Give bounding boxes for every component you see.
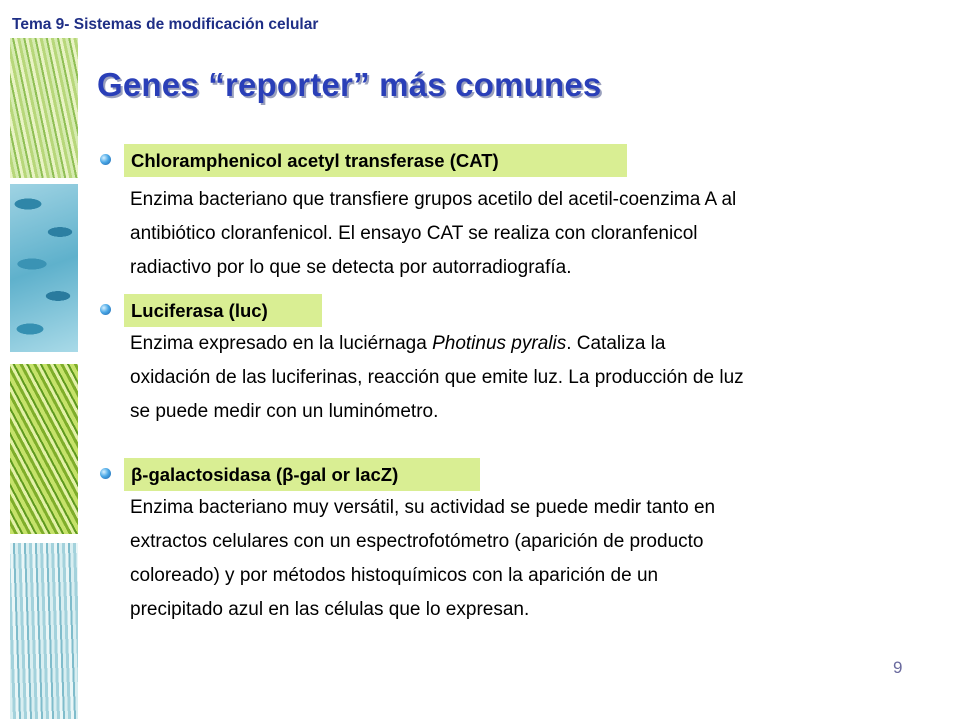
- body-line: extractos celulares con un espectrofotómetro (aparición de producto: [130, 531, 704, 552]
- course-header: Tema 9- Sistemas de modificación celular: [12, 16, 319, 33]
- body-line: Enzima bacteriano que transfiere grupos acetilo del acetil-coenzima A al: [130, 189, 737, 210]
- item-body-bgal: [130, 491, 920, 627]
- item-body-luc: [130, 327, 920, 429]
- body-line: antibiótico cloranfenicol. El ensayo CAT se realiza con cloranfenicol: [130, 223, 698, 244]
- blue-fibers-image: [10, 543, 78, 719]
- cells-micrograph-image: [10, 184, 78, 352]
- green-fibers-image: [10, 364, 78, 534]
- body-line: radiactivo por lo que se detecta por autorradiografía.: [130, 257, 572, 278]
- body-line: coloreado) y por métodos histoquímicos con la aparición de un: [130, 565, 659, 586]
- page-number: 9: [893, 658, 903, 677]
- slide-title: Genes “reporter” más comunes: [97, 66, 602, 103]
- body-line: Enzima expresado en la luciérnaga Photinus pyralis. Cataliza la: [130, 333, 666, 354]
- item-body-cat: [130, 183, 920, 285]
- species-name: Photinus pyralis: [432, 333, 567, 354]
- bullet-icon: [100, 304, 111, 315]
- bullet-icon: [100, 468, 111, 479]
- bullet-icon: [100, 154, 111, 165]
- body-line: se puede medir con un luminómetro.: [130, 401, 439, 422]
- body-line: precipitado azul en las células que lo expresan.: [130, 599, 530, 620]
- grass-texture-image: [10, 38, 78, 178]
- body-line: Enzima bacteriano muy versátil, su actividad se puede medir tanto en: [130, 497, 716, 518]
- item-heading-bgal: β-galactosidasa (β-gal or lacZ): [124, 458, 480, 491]
- item-heading-cat: Chloramphenicol acetyl transferase (CAT): [124, 144, 627, 177]
- item-heading-luc: Luciferasa (luc): [124, 294, 322, 327]
- decorative-image-strip: [10, 38, 78, 718]
- body-line: oxidación de las luciferinas, reacción que emite luz. La producción de luz: [130, 367, 744, 388]
